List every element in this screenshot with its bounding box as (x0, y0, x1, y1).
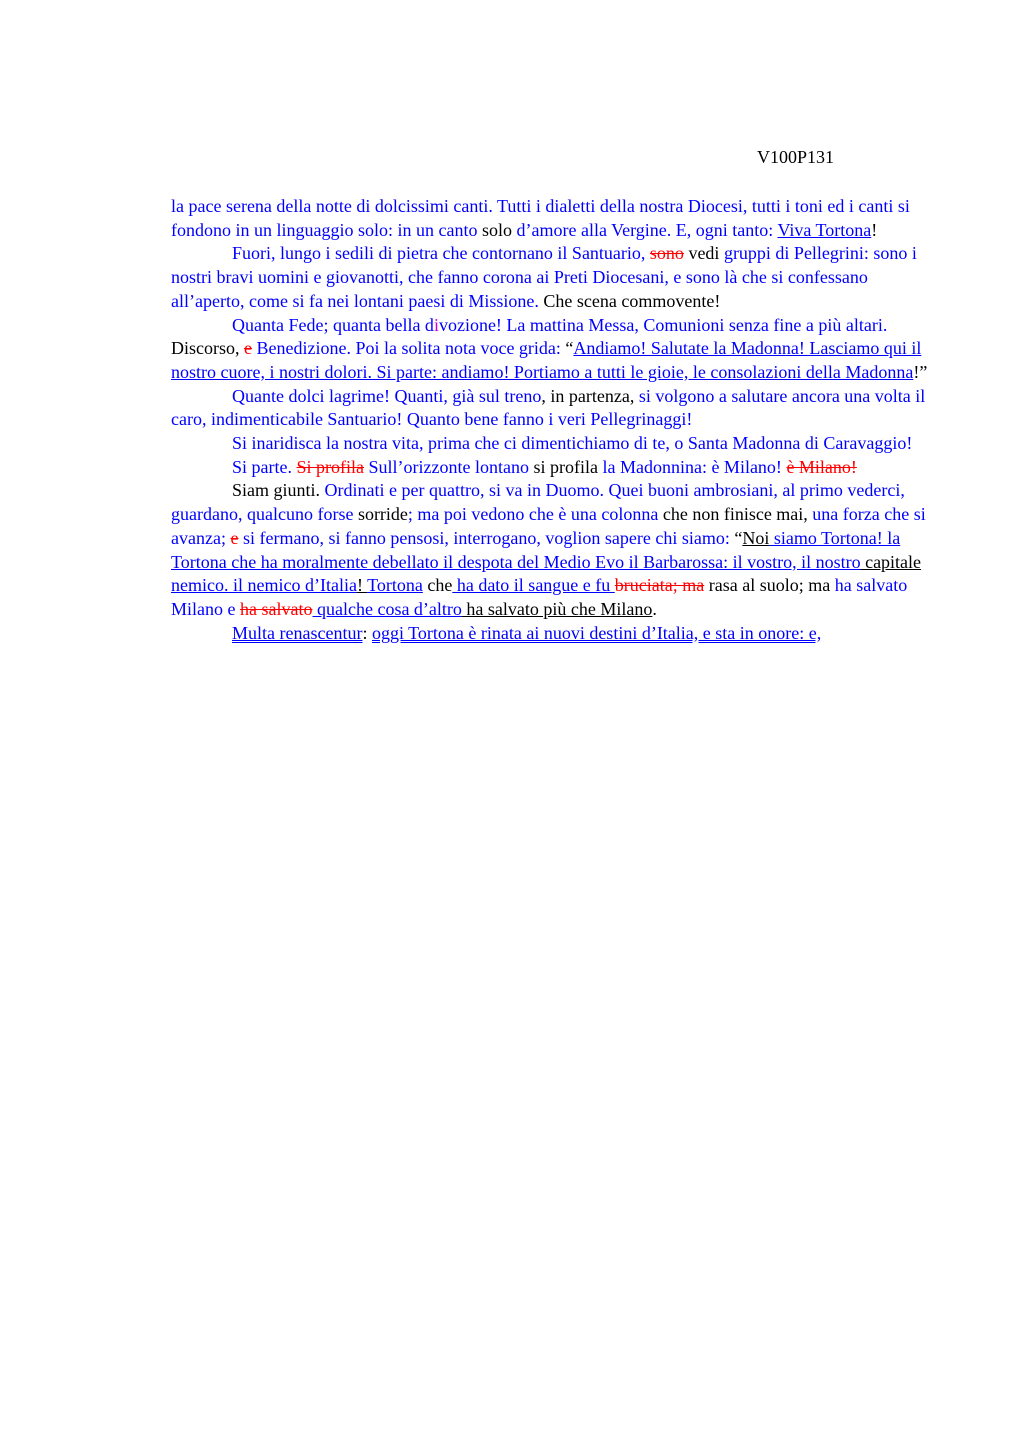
deleted-text-run: bruciata; ma (614, 575, 705, 596)
text-run: che non finisce mai, (658, 504, 808, 525)
text-run: Ordinati e per quattro, si va in Duomo. Quei buoni ambrosiani, al primo vederci, guardano, qualcuno forse (171, 480, 905, 525)
text-run: Siam giunti. (232, 480, 321, 501)
text-run: “ (560, 338, 574, 359)
text-run: Quanta Fede; quanta bella d (232, 314, 434, 335)
text-run: Multa renascentur (232, 622, 363, 643)
text-run: siamo Tortona! la Tortona che ha moralmente debellato il despota del Medio Evo il Barbarossa: il vostro, il nostro (171, 527, 901, 572)
text-run: ! (871, 219, 878, 240)
text-run: Viva Tortona (777, 219, 872, 240)
text-run: la pace serena della notte di dolcissimi canti. Tutti i dialetti della nostra Diocesi, tutti i toni ed i canti si fondono in un linguaggio solo: in un canto (171, 196, 910, 240)
text-run: Si inaridisca la nostra vita, prima che ci dimentichiamo di te, o Santa Madonna di Caravaggio! (232, 433, 913, 454)
paragraph (171, 314, 933, 385)
text-run: la Madonnina: è Milano! (597, 456, 787, 477)
text-run: si profila (528, 456, 598, 477)
deleted-text-run: e (230, 527, 239, 548)
paragraph (171, 479, 933, 621)
text-run: ha dato il sangue e fu (452, 575, 615, 596)
text-run: ha salvato più che Milano (461, 598, 653, 619)
text-run: !” (913, 361, 928, 382)
text-run: d’amore alla Vergine. E, ogni tanto: (512, 219, 778, 240)
text-run: Fuori, lungo i sedili di pietra che contornano il Santuario, (232, 243, 650, 264)
text-run: , e sono là che si confessano all’aperto, come si fa nei lontani paesi di Missione. (171, 267, 868, 311)
paragraph (171, 622, 933, 646)
text-run: oggi Tortona è rinata ai nuovi destini d’Italia, e sta in onore: e, (371, 622, 822, 643)
document-body (171, 195, 933, 645)
text-run: vozione! La mattina Messa, Comunioni senza fine a più altari. (438, 314, 888, 335)
text-run: Benedizione. Poi la solita nota voce grida: (252, 338, 561, 359)
text-run: . (652, 598, 657, 619)
text-run: Discorso, (171, 338, 244, 359)
deleted-text-run: è Milano! (786, 456, 857, 477)
text-run: i (433, 314, 439, 335)
text-run: vedi (683, 243, 720, 264)
paragraph (171, 456, 933, 480)
paragraph (171, 242, 933, 313)
text-run: Tortona (367, 575, 423, 596)
text-run: : (362, 622, 368, 643)
deleted-text-run: sono (649, 243, 684, 264)
text-run: “ (729, 527, 743, 548)
paragraph (171, 385, 933, 432)
text-run: Che scena commovente! (538, 290, 721, 311)
text-run: si fermano, si fanno pensosi, interrogano, voglion sapere chi siamo: (238, 527, 730, 548)
text-run: solo (481, 219, 512, 240)
deleted-text-run: e (244, 338, 252, 359)
text-run: ; ma poi vedono che è una colonna (407, 504, 659, 525)
text-run: una forza che si avanza; (171, 504, 926, 548)
text-run: ! (356, 575, 368, 596)
text-run: Andiamo! Salutate la Madonna! Lasciamo qui il nostro cuore, i nostri dolori. Si parte: andiamo! Portiamo a tutti le gioie, le consolazioni della Madonna (171, 338, 922, 382)
text-run: Quante dolci lagrime! Quanti, già sul treno (232, 385, 542, 406)
text-run: Sull’orizzonte lontano (364, 456, 529, 477)
deleted-text-run: ha salvato (240, 598, 313, 619)
text-run: capitale (860, 551, 922, 572)
text-run: nemico. il nemico d’Italia (171, 575, 357, 596)
text-run: si volgono a salutare ancora una volta il caro, indimenticabile Santuario! Quanto bene fanno i veri Pellegrinaggi! (171, 385, 926, 430)
text-run: rasa al suolo; ma (704, 575, 831, 596)
text-run: sorride (353, 504, 408, 525)
text-run: qualche cosa d’altro (312, 598, 462, 619)
text-run: , in partenza, (541, 385, 635, 406)
text-run: gruppi di Pellegrini: sono i nostri bravi uomini e giovanotti, che fanno corona ai Preti Diocesani (171, 243, 917, 288)
paragraph (171, 195, 933, 242)
text-run: che (422, 575, 453, 596)
text-run: ha salvato Milano e (171, 575, 908, 619)
deleted-text-run: Si profila (296, 456, 364, 477)
text-run: Noi (742, 527, 770, 548)
paragraph (171, 432, 933, 456)
page-code: V100P131 (757, 147, 835, 167)
text-run: Si parte. (232, 456, 297, 477)
